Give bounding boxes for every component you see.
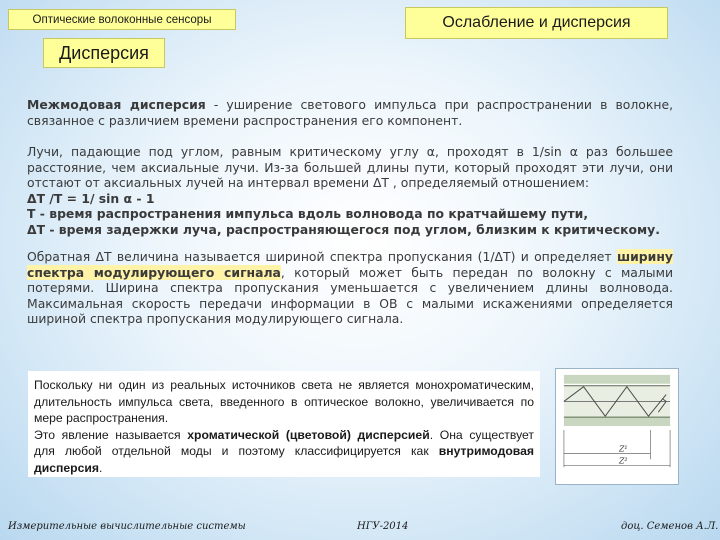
- label-z2: Z²: [618, 456, 628, 466]
- course-label: Оптические волоконные сенсоры: [8, 9, 236, 30]
- paragraph-text: - уширение светового импульса при распространении в волокне, связанное с различием времени распространения его компонент.: [27, 97, 674, 128]
- paragraph-rays: [27, 144, 673, 237]
- cladding-bottom: [564, 417, 670, 426]
- formula: ΔТ /Т = 1/ sin α - 1: [27, 190, 155, 206]
- footer-course: Измерительные вычислительные системы: [8, 521, 246, 532]
- term-intramode-dispersion: внутримодовая дисперсия: [34, 444, 534, 475]
- label-z1: Z¹: [618, 444, 628, 454]
- main-text: [27, 97, 673, 343]
- paragraph-text: Обратная ΔТ величина называется шириной спектра пропускания (1/ΔТ) и определяет: [27, 249, 617, 264]
- paragraph-text: , который может быть передан по волокну с малыми потерями. Ширина спектра пропускания уменьшается с увеличением длины волновода. Максимальная скорость передачи информации в ОВ с малыми искажениями определяется шириной спектра пропускания модулирующего сигнала.: [27, 264, 673, 326]
- fiber-ray-diagram: [555, 368, 679, 485]
- footer-author: доц. Семенов А.Л.: [621, 521, 719, 532]
- definition-t: Т - время распространения импульса вдоль волновода по кратчайшему пути,: [27, 206, 589, 221]
- paragraph-text: Это явление называется: [34, 427, 188, 442]
- term-modulation-bandwidth: ширину спектра модулирующего сигнала: [27, 249, 673, 280]
- paragraph-text: . Она существует для любой отдельной моды и поэтому классифицируется как: [34, 427, 534, 459]
- term-intermode-dispersion: Межмодовая дисперсия: [27, 97, 206, 112]
- definition-dt: ΔТ - время задержки луча, распространяющегося под углом, близким к критическому.: [27, 221, 660, 237]
- paragraph-text: .: [98, 460, 103, 475]
- section-title: Дисперсия: [43, 38, 165, 68]
- paragraph-bandwidth: [27, 249, 673, 327]
- paragraph-text: Поскольку ни один из реальных источников света не является монохроматическим, длительность импульса света, введенного в оптическое волокно, увеличивается по мере распространения.: [34, 378, 534, 426]
- footer-university: НГУ-2014: [357, 521, 409, 532]
- paragraph-intermode: [27, 97, 673, 128]
- term-chromatic-dispersion: хроматической (цветовой) дисперсией: [187, 427, 430, 442]
- paragraph-text: Лучи, падающие под углом, равным критическому углу α, проходят в 1/sin α раз большее расстояние, чем аксиальные лучи. Из-за большей длины пути, который проходят эти лучи, они отстают от аксиальных лучей на интервал времени ΔТ , определяемый отношением:: [27, 144, 673, 190]
- slide-title: Ослабление и дисперсия: [405, 7, 668, 39]
- cladding-top: [564, 375, 670, 384]
- chromatic-dispersion-text: [34, 377, 534, 477]
- paragraph-chromatic: [34, 427, 534, 477]
